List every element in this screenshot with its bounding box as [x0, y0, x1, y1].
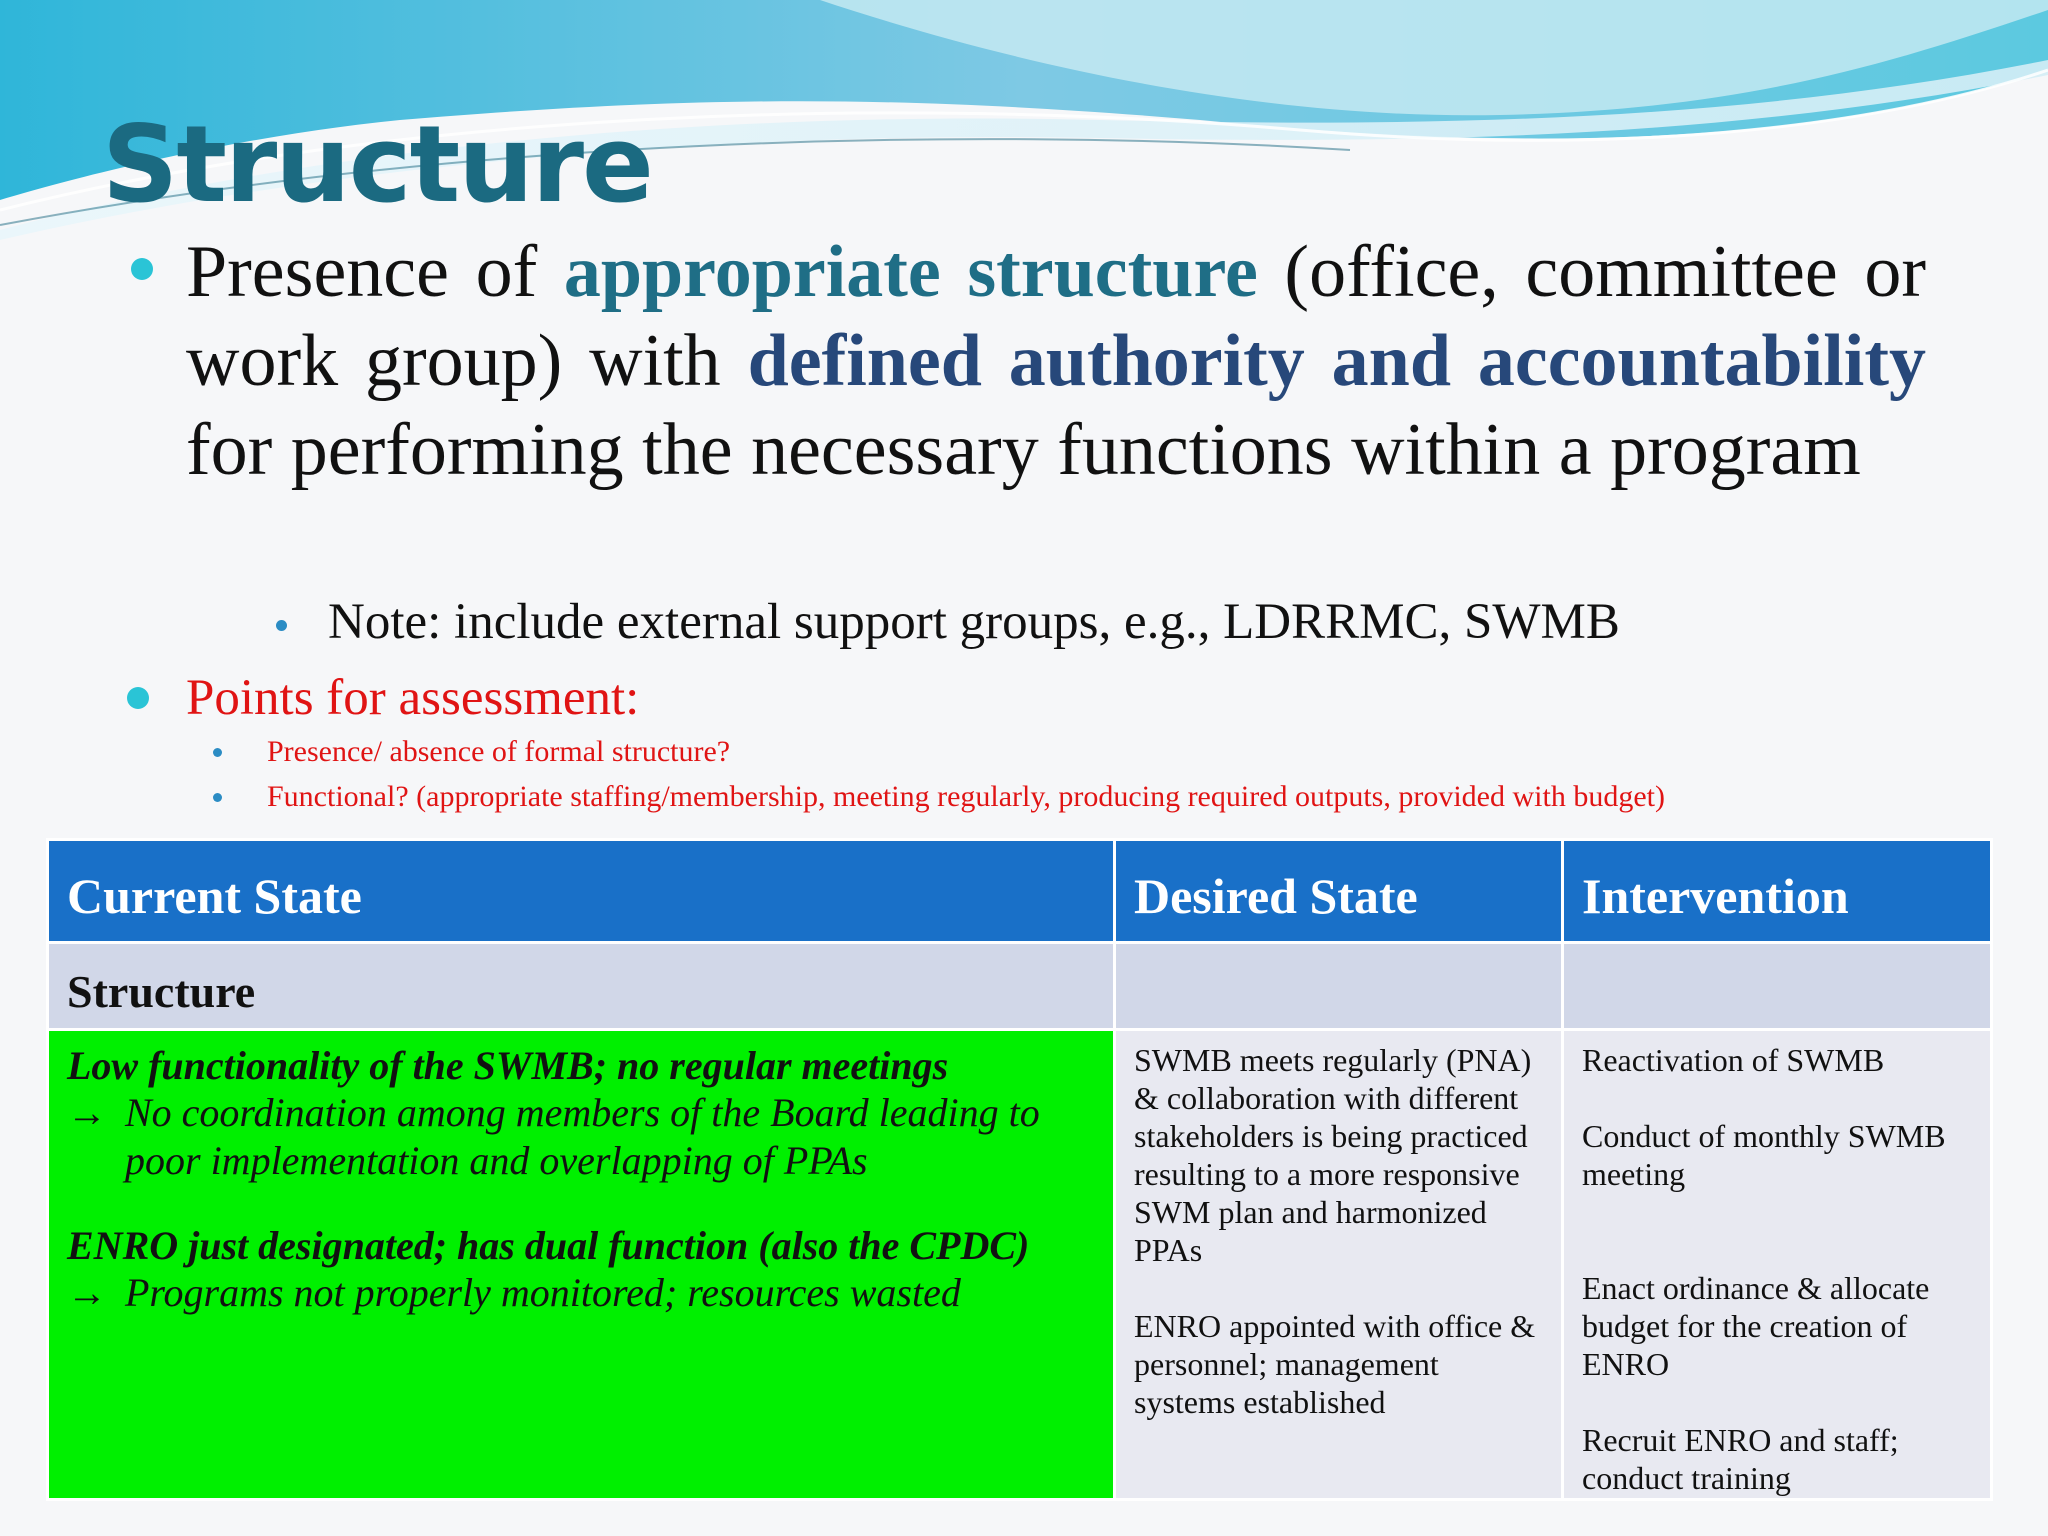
- bullet-icon: [127, 687, 149, 709]
- current-item-heading: Low functionality of the SWMB; no regular meetings: [67, 1043, 949, 1088]
- slide-title: Structure: [102, 103, 652, 226]
- assessment-heading: Points for assessment:: [186, 670, 640, 726]
- main-paragraph: [186, 228, 1926, 495]
- intervention-cell: [1563, 1030, 1992, 1500]
- sub-bullet-icon: [276, 620, 287, 631]
- sub-bullet-icon: [213, 748, 222, 757]
- para-text-3: for performing the necessary functions within a program: [186, 409, 1861, 491]
- para-text-1: Presence of: [186, 231, 564, 313]
- desired-item: ENRO appointed with office & personnel; management systems established: [1134, 1308, 1536, 1420]
- assessment-table: [46, 838, 1993, 1501]
- bullet-icon: [131, 258, 153, 280]
- para-highlight-structure: appropriate structure: [563, 231, 1258, 313]
- intervention-item: Recruit ENRO and staff; conduct training: [1582, 1422, 1899, 1496]
- sub-bullet-icon: [213, 793, 222, 802]
- assessment-point: Functional? (appropriate staffing/membership, meeting regularly, producing required outputs, provided with budget): [267, 780, 1665, 813]
- current-item-detail: → No coordination among members of the Board leading to poor implementation and overlapping of PPAs: [67, 1090, 1040, 1183]
- header-desired-state: Desired State: [1115, 840, 1563, 943]
- arrow-right-icon: →: [67, 1090, 107, 1135]
- para-text-2: (office, committee or work group) with: [186, 231, 1926, 402]
- table-header-row: [48, 840, 1992, 943]
- current-item-heading: ENRO just designated; has dual function (also the CPDC): [67, 1223, 1030, 1268]
- para-highlight-authority: defined authority and accountability: [747, 320, 1926, 402]
- intervention-item: Enact ordinance & allocate budget for the creation of ENRO: [1582, 1270, 1930, 1382]
- section-label: Structure: [48, 943, 1115, 1030]
- arrow-right-icon: →: [67, 1270, 107, 1315]
- header-intervention: Intervention: [1563, 840, 1992, 943]
- desired-state-cell: [1115, 1030, 1563, 1500]
- section-empty-cell: [1115, 943, 1563, 1030]
- section-empty-cell: [1563, 943, 1992, 1030]
- assessment-point: Presence/ absence of formal structure?: [267, 735, 731, 768]
- intervention-item: Reactivation of SWMB: [1582, 1042, 1885, 1078]
- header-current-state: Current State: [48, 840, 1115, 943]
- current-state-cell: [48, 1030, 1115, 1500]
- current-item-detail: → Programs not properly monitored; resources wasted: [67, 1270, 961, 1315]
- section-row: [48, 943, 1992, 1030]
- intervention-item: Conduct of monthly SWMB meeting: [1582, 1118, 1946, 1192]
- desired-item: SWMB meets regularly (PNA) & collaboration with different stakeholders is being practiced resulting to a more responsive SWM plan and harmonized PPAs: [1134, 1042, 1532, 1268]
- table-row: [48, 1030, 1992, 1500]
- note-text: Note: include external support groups, e.g., LDRRMC, SWMB: [328, 594, 1620, 650]
